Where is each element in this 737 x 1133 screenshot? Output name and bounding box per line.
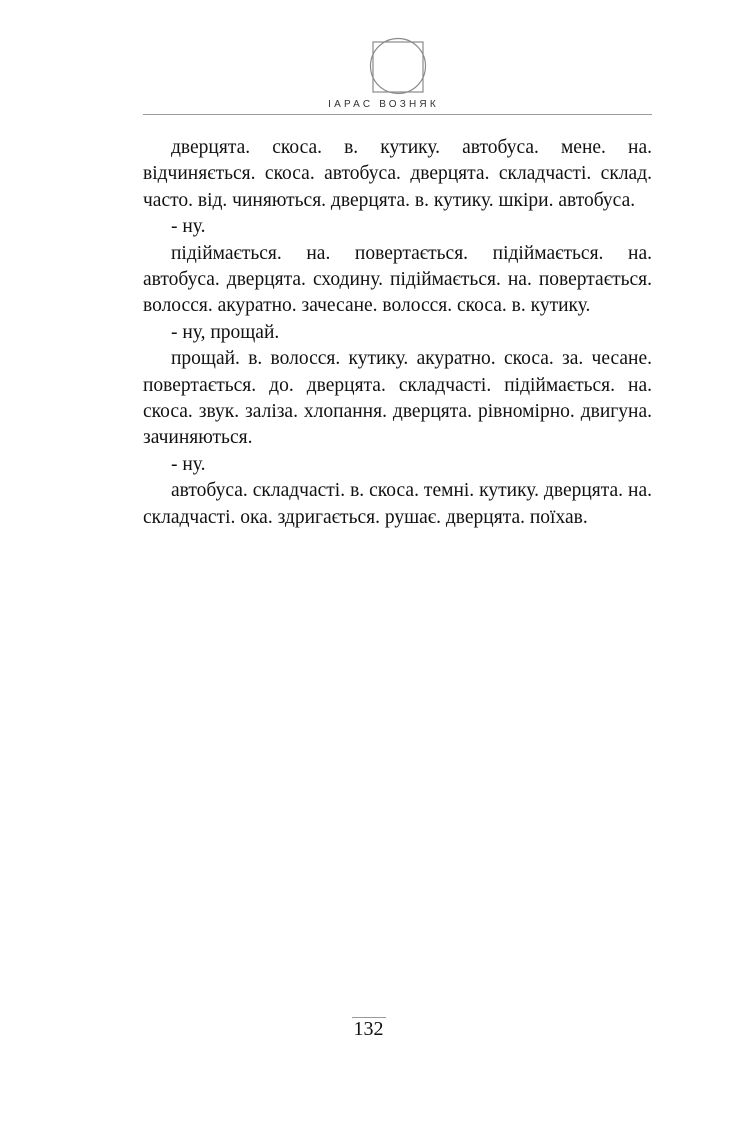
dialogue-line: - ну, прощай.: [171, 321, 280, 343]
running-header-author: ІАРАС ВОЗНЯК: [328, 99, 439, 110]
header-divider: [143, 114, 652, 115]
dialogue-line: - ну.: [171, 453, 206, 475]
dialogue-line: - ну.: [171, 216, 206, 238]
paragraph: підіймається. на. повертається. підіймається. на. автобуса. дверцята. сходину. підіймається. на. повертається. волосся. акуратно. зачесане. волосся. скоса. в. кутику.: [143, 242, 652, 317]
page-number-text: 132: [353, 1018, 384, 1040]
paragraph: дверцята. скоса. в. кутику. автобуса. мене. на. відчиняється. скоса. автобуса. дверцята. складчасті. склад. часто. від. чиняються. дверцята. в. кутику. шкіри. автобуса.: [143, 137, 652, 211]
circle-square-emblem-icon: [368, 37, 428, 95]
paragraph: автобуса. складчасті. в. скоса. темні. кутику. дверцята. на. складчасті. ока. здригається. рушає. дверцята. поїхав.: [143, 480, 652, 528]
main-text: [143, 135, 652, 531]
page-number: [0, 1017, 737, 1041]
paragraph: прощай. в. волосся. кутику. акуратно. скоса. за. чесане. повертається. до. дверцята. складчасті. підіймається. на. скоса. звук. заліза. хлопання. дверцята. рівномірно. двигуна. зачиняються.: [143, 348, 652, 449]
